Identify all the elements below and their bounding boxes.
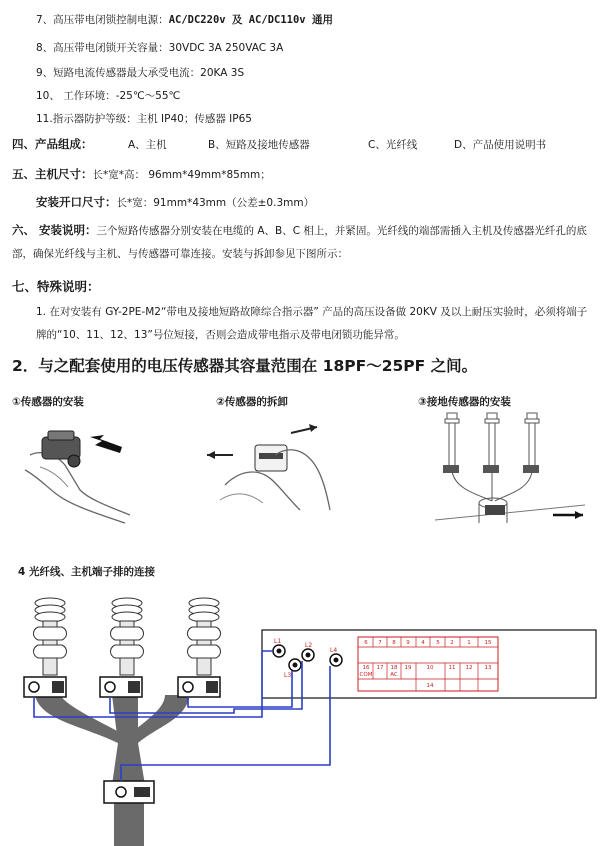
figure-1-caption: ①传感器的安装 xyxy=(12,396,84,408)
install-heading: 六、 安装说明： xyxy=(12,223,97,237)
terminal-top: 9 xyxy=(406,640,410,646)
terminal-bottom: 18 xyxy=(390,665,398,671)
size-heading: 五、主机尺寸： xyxy=(12,167,93,181)
port-label-l3: L3 xyxy=(284,672,292,679)
terminal-bottom: 15 xyxy=(484,640,492,646)
figure-4-caption: 4 光纤线、主机端子排的连接 xyxy=(18,566,155,578)
cut-size-label: 安装开口尺寸： xyxy=(36,195,117,209)
port-label-l4: L4 xyxy=(330,647,338,654)
special-heading: 七、特殊说明： xyxy=(12,279,100,294)
terminal-top: 2 xyxy=(450,640,454,646)
spec-item-8: 8、高压带电闭锁开关容量：30VDC 3A 250VAC 3A xyxy=(36,42,284,54)
spec-item-9: 9、短路电流传感器最大承受电流：20KA 3S xyxy=(36,67,245,79)
size-row xyxy=(12,166,271,182)
terminal-bottom: 13 xyxy=(484,665,492,671)
cut-size-text: 长*宽：91mm*43mm（公差±0.3mm） xyxy=(116,197,315,209)
capacity-note: 2．与之配套使用的电压传感器其容量范围在 18PF～25PF 之间。 xyxy=(12,357,478,375)
terminal-top: 7 xyxy=(378,640,382,646)
composition-heading: 四、产品组成： xyxy=(12,137,93,151)
composition-a: A、主机 xyxy=(128,139,167,151)
label-com: COM xyxy=(359,672,373,678)
composition-row xyxy=(12,136,93,152)
terminal-top: 8 xyxy=(392,640,396,646)
install-text: 三个短路传感器分别安装在电缆的 A、B、C 相上，并紧固。光纤线的端部需插入主机及传感器光纤孔的底部，确保光纤线与主机、与传感器可靠连接。安装与拆卸参见下图所示： xyxy=(12,225,587,260)
spec-item-7-value: AC/DC220v 及 AC/DC110v 通用 xyxy=(168,14,333,26)
terminal-bottom: 11 xyxy=(448,665,456,671)
spec-item-7-text: 7、高压带电闭锁控制电源： xyxy=(36,14,169,26)
terminal-top: 5 xyxy=(436,640,440,646)
label-ac: AC xyxy=(390,672,398,678)
spec-item-7 xyxy=(36,12,333,27)
port-label-l2: L2 xyxy=(305,642,313,649)
size-text: 长*宽*高： 96mm*49mm*85mm； xyxy=(92,169,271,181)
install-paragraph xyxy=(12,219,592,266)
spec-item-11: 11.指示器防护等级：主机 IP40；传感器 IP65 xyxy=(36,113,252,125)
special-text: 1. 在对安装有 GY-2PE-M2“带电及接地短路故障综合指示器” 产品的高压设备做 20KV 及以上耐压实验时，必须将端子牌的“10、11、12、13”号位短接，否则会造成带电指示及带电闭锁功能异常。 xyxy=(36,306,588,341)
terminal-bottom: 17 xyxy=(376,665,384,671)
terminal-top: 1 xyxy=(467,640,471,646)
terminal-bottom: 16 xyxy=(362,665,370,671)
terminal-bottom: 10 xyxy=(426,665,434,671)
figure-1-install-illustration xyxy=(20,415,140,525)
port-label-l1: L1 xyxy=(274,638,282,645)
composition-c: C、光纤线 xyxy=(368,139,418,151)
terminal-top: 6 xyxy=(364,640,368,646)
terminal-bottom: 19 xyxy=(404,665,412,671)
figure-2-caption: ②传感器的拆卸 xyxy=(216,396,288,408)
figure-3-caption: ③接地传感器的安装 xyxy=(418,396,511,408)
cut-size-row xyxy=(36,194,314,210)
figure-3-ground-illustration xyxy=(435,405,590,530)
bushings xyxy=(10,598,221,675)
terminal-bottom: 14 xyxy=(426,683,434,689)
composition-d: D、产品使用说明书 xyxy=(454,139,547,151)
connection-diagram xyxy=(0,585,605,846)
terminal-top: 4 xyxy=(421,640,425,646)
terminal-bottom: 12 xyxy=(465,665,473,671)
composition-b: B、短路及接地传感器 xyxy=(208,139,310,151)
figure-2-removal-illustration xyxy=(205,415,335,515)
main-unit-panel xyxy=(262,630,596,698)
spec-item-10: 10、 工作环境：-25℃～55℃ xyxy=(36,90,181,102)
